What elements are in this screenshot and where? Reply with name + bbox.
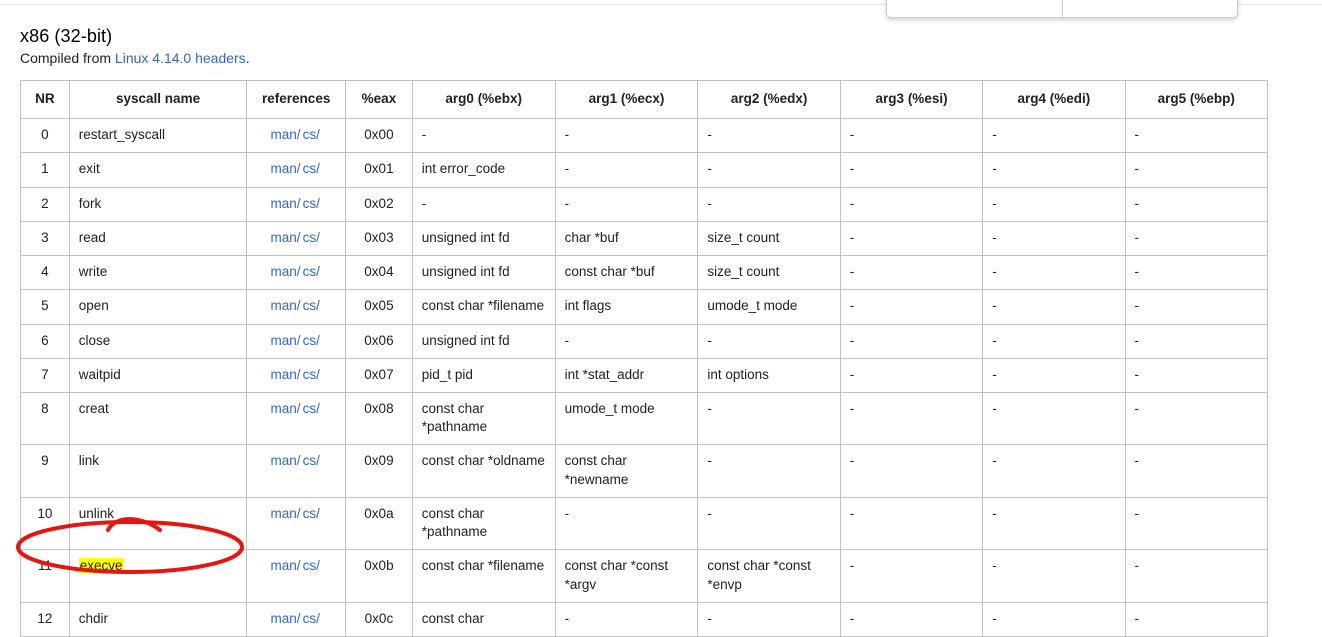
cell-references <box>247 497 346 549</box>
table-row <box>21 358 1268 392</box>
cell-arg0: - <box>412 187 555 221</box>
col-header-arg2: arg2 (%edx) <box>698 81 841 119</box>
cell-arg3: - <box>840 550 982 602</box>
cell-arg4: - <box>983 187 1125 221</box>
cell-nr: 11 <box>21 550 70 602</box>
man-link[interactable]: man/ <box>270 558 301 574</box>
cell-arg5: - <box>1125 392 1267 444</box>
cell-arg3: - <box>840 602 982 636</box>
cell-arg4: - <box>983 358 1125 392</box>
col-header-nr: NR <box>21 81 70 119</box>
cell-arg1: int flags <box>555 290 698 324</box>
cs-link[interactable]: cs/ <box>302 161 320 177</box>
cs-link[interactable]: cs/ <box>302 332 320 348</box>
cell-arg5: - <box>1125 153 1267 187</box>
cell-arg1: - <box>555 602 698 636</box>
cell-references <box>247 358 346 392</box>
linux-headers-link[interactable]: Linux 4.14.0 headers <box>114 50 246 66</box>
cell-arg2: - <box>698 497 841 549</box>
man-link[interactable]: man/ <box>270 127 301 143</box>
floating-popup-card[interactable] <box>886 0 1238 18</box>
cell-references <box>247 221 346 255</box>
cell-eax: 0x01 <box>346 153 413 187</box>
cs-link[interactable]: cs/ <box>302 229 320 245</box>
cell-arg3: - <box>840 358 982 392</box>
cell-syscall-name: fork <box>69 187 247 221</box>
cell-arg3: - <box>840 324 982 358</box>
cs-link[interactable]: cs/ <box>302 195 320 211</box>
cell-references <box>247 445 346 497</box>
col-header-arg3: arg3 (%esi) <box>840 81 982 119</box>
cell-arg1: - <box>555 497 698 549</box>
cell-arg4: - <box>983 497 1125 549</box>
cell-arg3: - <box>840 497 982 549</box>
cell-references <box>247 324 346 358</box>
col-header-eax: %eax <box>346 81 413 119</box>
cell-arg4: - <box>983 256 1125 290</box>
man-link[interactable]: man/ <box>270 400 301 416</box>
cell-arg4: - <box>983 221 1125 255</box>
cell-arg3: - <box>840 445 982 497</box>
cs-link[interactable]: cs/ <box>302 127 320 143</box>
cell-arg3: - <box>840 187 982 221</box>
cell-nr: 12 <box>21 602 70 636</box>
popup-divider <box>1062 0 1063 17</box>
cell-references <box>247 392 346 444</box>
table-row <box>21 445 1268 497</box>
cell-eax: 0x03 <box>346 221 413 255</box>
cell-syscall-name: write <box>69 256 247 290</box>
cell-arg4: - <box>983 119 1125 153</box>
cell-arg5: - <box>1125 550 1267 602</box>
highlighted-syscall-name: execve <box>79 558 123 574</box>
cs-link[interactable]: cs/ <box>302 298 320 314</box>
table-row <box>21 497 1268 549</box>
cell-nr: 3 <box>21 221 70 255</box>
cs-link[interactable]: cs/ <box>302 264 320 280</box>
cell-eax: 0x08 <box>346 392 413 444</box>
page-title: x86 (32-bit) <box>20 25 113 46</box>
cell-references <box>247 119 346 153</box>
cell-nr: 6 <box>21 324 70 358</box>
compiled-suffix: . <box>245 50 250 66</box>
col-header-arg0: arg0 (%ebx) <box>412 81 555 119</box>
man-link[interactable]: man/ <box>270 610 301 626</box>
cell-arg1: umode_t mode <box>555 392 698 444</box>
table-header-row <box>21 81 1268 119</box>
cell-nr: 2 <box>21 187 70 221</box>
man-link[interactable]: man/ <box>270 298 301 314</box>
cell-arg4: - <box>983 290 1125 324</box>
cell-references <box>247 153 346 187</box>
cell-arg5: - <box>1125 324 1267 358</box>
man-link[interactable]: man/ <box>270 195 301 211</box>
cell-references <box>247 290 346 324</box>
cell-arg0: const char <box>412 602 555 636</box>
cell-arg1: char *buf <box>555 221 698 255</box>
man-link[interactable]: man/ <box>270 505 301 521</box>
popup-inner <box>887 0 1237 17</box>
cell-arg5: - <box>1125 445 1267 497</box>
cell-nr: 1 <box>21 153 70 187</box>
table-row <box>21 256 1268 290</box>
man-link[interactable]: man/ <box>270 229 301 245</box>
cell-arg2: - <box>698 187 841 221</box>
cell-arg4: - <box>983 445 1125 497</box>
cell-syscall-name: creat <box>69 392 247 444</box>
man-link[interactable]: man/ <box>270 332 301 348</box>
cell-arg2: - <box>698 392 841 444</box>
cell-eax: 0x0b <box>346 550 413 602</box>
cell-arg1: - <box>555 153 698 187</box>
col-header-references: references <box>247 81 346 119</box>
table-row <box>21 119 1268 153</box>
cs-link[interactable]: cs/ <box>302 558 320 574</box>
cell-arg5: - <box>1125 602 1267 636</box>
cell-arg2: - <box>698 153 841 187</box>
cell-syscall-name: chdir <box>69 602 247 636</box>
col-header-arg5: arg5 (%ebp) <box>1125 81 1267 119</box>
cell-arg2: size_t count <box>698 221 841 255</box>
cell-nr: 9 <box>21 445 70 497</box>
cell-arg4: - <box>983 153 1125 187</box>
table-row <box>21 550 1268 602</box>
cell-arg1: const char *newname <box>555 445 698 497</box>
cell-syscall-name: link <box>69 445 247 497</box>
cell-arg2: size_t count <box>698 256 841 290</box>
cell-arg0: const char *oldname <box>412 445 555 497</box>
cell-arg0: unsigned int fd <box>412 324 555 358</box>
cell-syscall-name: restart_syscall <box>69 119 247 153</box>
cell-syscall-name: unlink <box>69 497 247 549</box>
cell-arg1: const char *const *argv <box>555 550 698 602</box>
cell-arg2: const char *const *envp <box>698 550 841 602</box>
cell-arg5: - <box>1125 187 1267 221</box>
cell-syscall-name: waitpid <box>69 358 247 392</box>
cell-arg0: const char *pathname <box>412 497 555 549</box>
cs-link[interactable]: cs/ <box>302 453 320 469</box>
cell-syscall-name <box>69 550 247 602</box>
table-row <box>21 392 1268 444</box>
cell-syscall-name: close <box>69 324 247 358</box>
cell-eax: 0x06 <box>346 324 413 358</box>
cell-arg5: - <box>1125 358 1267 392</box>
cell-eax: 0x0c <box>346 602 413 636</box>
cell-arg4: - <box>983 550 1125 602</box>
cell-eax: 0x05 <box>346 290 413 324</box>
cell-arg1: - <box>555 324 698 358</box>
col-header-arg4: arg4 (%edi) <box>983 81 1125 119</box>
cell-arg5: - <box>1125 256 1267 290</box>
table-head <box>21 81 1268 119</box>
cell-arg1: const char *buf <box>555 256 698 290</box>
man-link[interactable]: man/ <box>270 453 301 469</box>
cs-link[interactable]: cs/ <box>302 610 320 626</box>
cell-arg2: - <box>698 324 841 358</box>
col-header-arg1: arg1 (%ecx) <box>555 81 698 119</box>
col-header-syscall-name: syscall name <box>69 81 247 119</box>
compiled-from-line <box>20 50 250 66</box>
cell-arg2: umode_t mode <box>698 290 841 324</box>
cell-arg2: int options <box>698 358 841 392</box>
cell-arg2: - <box>698 602 841 636</box>
cell-arg0: const char *filename <box>412 550 555 602</box>
cell-nr: 4 <box>21 256 70 290</box>
table-row <box>21 324 1268 358</box>
man-link[interactable]: man/ <box>270 366 301 382</box>
cell-arg0: unsigned int fd <box>412 256 555 290</box>
cell-eax: 0x00 <box>346 119 413 153</box>
cell-eax: 0x0a <box>346 497 413 549</box>
cell-arg5: - <box>1125 119 1267 153</box>
table-body <box>21 119 1268 637</box>
cell-nr: 8 <box>21 392 70 444</box>
cell-arg4: - <box>983 392 1125 444</box>
cell-nr: 0 <box>21 119 70 153</box>
cell-syscall-name: read <box>69 221 247 255</box>
compiled-prefix: Compiled from <box>20 50 115 66</box>
cs-link[interactable]: cs/ <box>302 400 320 416</box>
man-link[interactable]: man/ <box>270 264 301 280</box>
cell-references <box>247 256 346 290</box>
cell-arg4: - <box>983 602 1125 636</box>
cell-arg4: - <box>983 324 1125 358</box>
table-row <box>21 221 1268 255</box>
cell-nr: 5 <box>21 290 70 324</box>
cell-eax: 0x09 <box>346 445 413 497</box>
cell-nr: 10 <box>21 497 70 549</box>
cell-arg3: - <box>840 119 982 153</box>
syscall-table <box>20 80 1268 637</box>
cell-eax: 0x04 <box>346 256 413 290</box>
cell-arg1: int *stat_addr <box>555 358 698 392</box>
cell-arg0: pid_t pid <box>412 358 555 392</box>
cs-link[interactable]: cs/ <box>302 505 320 521</box>
table-row <box>21 187 1268 221</box>
cell-arg3: - <box>840 221 982 255</box>
cell-arg2: - <box>698 445 841 497</box>
cell-references <box>247 602 346 636</box>
cell-arg5: - <box>1125 290 1267 324</box>
table-row <box>21 290 1268 324</box>
cell-nr: 7 <box>21 358 70 392</box>
cell-arg3: - <box>840 290 982 324</box>
cell-arg0: const char *filename <box>412 290 555 324</box>
cell-arg0: int error_code <box>412 153 555 187</box>
cell-arg5: - <box>1125 221 1267 255</box>
cell-arg2: - <box>698 119 841 153</box>
cell-references <box>247 550 346 602</box>
table-row <box>21 153 1268 187</box>
cell-arg0: unsigned int fd <box>412 221 555 255</box>
cell-arg3: - <box>840 153 982 187</box>
cs-link[interactable]: cs/ <box>302 366 320 382</box>
cell-references <box>247 187 346 221</box>
cell-arg1: - <box>555 119 698 153</box>
cell-syscall-name: exit <box>69 153 247 187</box>
man-link[interactable]: man/ <box>270 161 301 177</box>
cell-arg5: - <box>1125 497 1267 549</box>
cell-arg3: - <box>840 256 982 290</box>
cell-eax: 0x02 <box>346 187 413 221</box>
cell-arg0: const char *pathname <box>412 392 555 444</box>
cell-arg0: - <box>412 119 555 153</box>
cell-eax: 0x07 <box>346 358 413 392</box>
table-row <box>21 602 1268 636</box>
cell-syscall-name: open <box>69 290 247 324</box>
cell-arg3: - <box>840 392 982 444</box>
cell-arg1: - <box>555 187 698 221</box>
